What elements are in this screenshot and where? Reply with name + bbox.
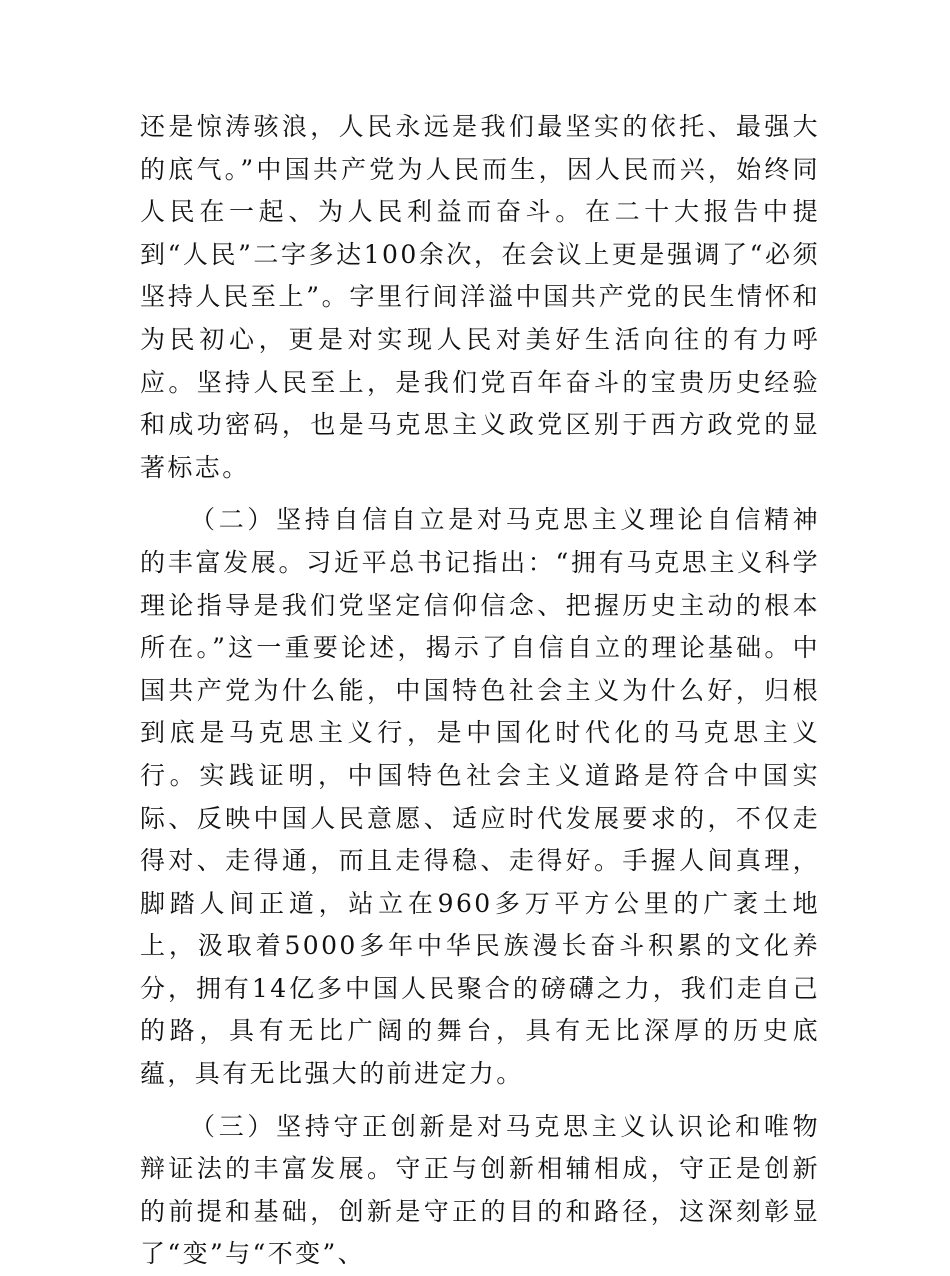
paragraph-2: （二）坚持自信自立是对马克思主义理论自信精神的丰富发展。习近平总书记指出：“拥有马克思主义科学理论指导是我们党坚定信仰信念、把握历史主动的根本所在。”这一重要论述，揭示了自信自立的理论基础。中国共产党为什么能，中国特色社会主义为什么好，归根到底是马克思主义行，是中国化时代化的马克思主义行。实践证明，中国特色社会主义道路是符合中国实际、反映中国人民意愿、适应时代发展要求的，不仅走得对、走得通，而且走得稳、走得好。手握人间真理，脚踏人间正道，站立在960多万平方公里的广袤土地上，汲取着5000多年中华民族漫长奋斗积累的文化养分，拥有14亿多中国人民聚合的磅礴之力，我们走自己的路，具有无比广阔的舞台，具有无比深厚的历史底蕴，具有无比强大的前进定力。 xyxy=(140,505,820,1089)
document-body xyxy=(140,106,820,1276)
paragraph-3: （三）坚持守正创新是对马克思主义认识论和唯物辩证法的丰富发展。守正与创新相辅相成，守正是创新的前提和基础，创新是守正的目的和路径，这深刻彰显了“变”与“不变”、 xyxy=(140,1111,820,1269)
paragraph-1: 还是惊涛骇浪，人民永远是我们最坚实的依托、最强大的底气。”中国共产党为人民而生，因人民而兴，始终同人民在一起、为人民利益而奋斗。在二十大报告中提到“人民”二字多达100余次，在会议上更是强调了“必须坚持人民至上”。字里行间洋溢中国共产党的民生情怀和为民初心，更是对实现人民对美好生活向往的有力呼应。坚持人民至上，是我们党百年奋斗的宝贵历史经验和成功密码，也是马克思主义政党区别于西方政党的显著标志。 xyxy=(140,112,820,482)
